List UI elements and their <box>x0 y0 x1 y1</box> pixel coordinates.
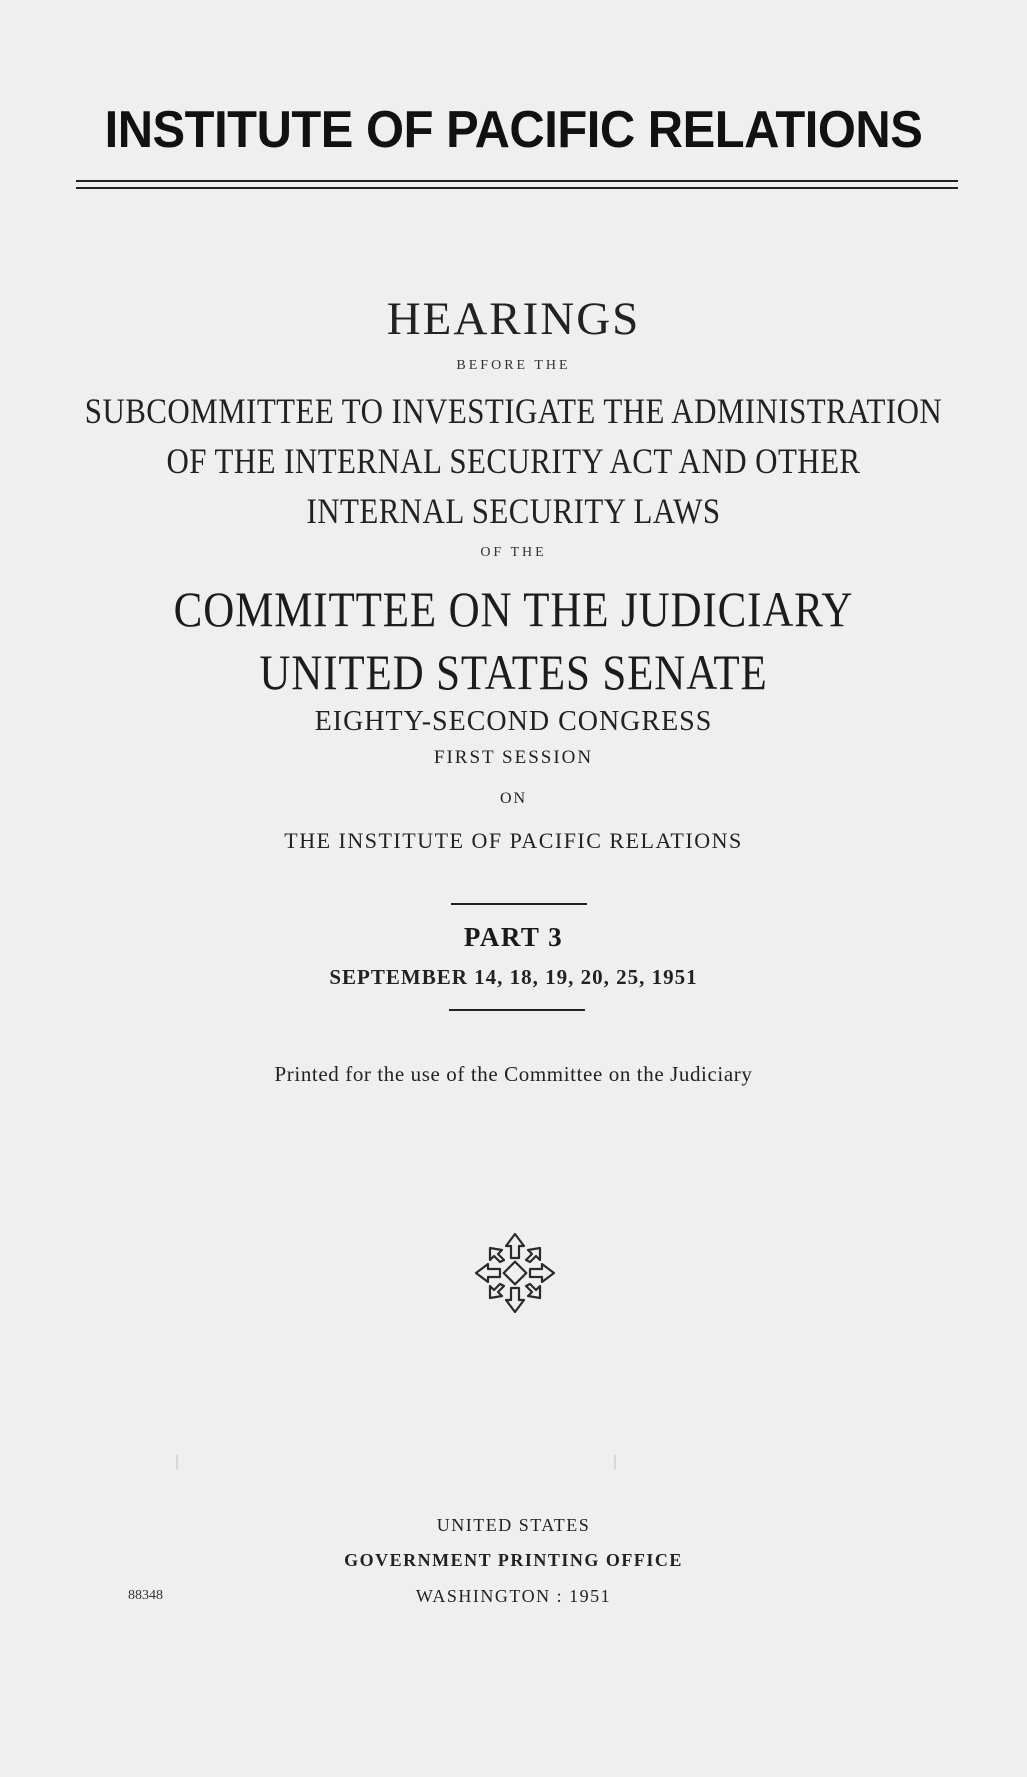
committee-line: UNITED STATES SENATE <box>259 644 768 700</box>
subcommittee-line: OF THE INTERNAL SECURITY ACT AND OTHER <box>166 441 861 481</box>
imprint-line: WASHINGTON : 1951 <box>415 1586 612 1606</box>
committee-line: COMMITTEE ON THE JUDICIARY <box>173 581 854 637</box>
hearing-subject: THE INSTITUTE OF PACIFIC RELATIONS <box>284 828 743 853</box>
part-bottom-rule <box>449 1009 585 1011</box>
job-number: 88348 <box>128 1588 163 1603</box>
printer-ornament-icon <box>470 1228 560 1318</box>
before-the-label: BEFORE THE <box>456 358 571 373</box>
document-title: INSTITUTE OF PACIFIC RELATIONS <box>104 101 923 159</box>
subcommittee-line: SUBCOMMITTEE TO INVESTIGATE THE ADMINISTRATION <box>84 391 943 431</box>
hearing-dates: SEPTEMBER 14, 18, 19, 20, 25, 1951 <box>329 965 698 989</box>
imprint-line: GOVERNMENT PRINTING OFFICE <box>344 1550 683 1570</box>
hearings-heading: HEARINGS <box>386 293 641 345</box>
scan-speck <box>176 1455 178 1469</box>
session-label: FIRST SESSION <box>433 747 594 768</box>
imprint-line: UNITED STATES <box>436 1515 591 1535</box>
part-label: PART 3 <box>463 922 564 952</box>
printed-for-note: Printed for the use of the Committee on the Judiciary <box>274 1062 753 1086</box>
title-double-rule <box>76 180 958 189</box>
scan-speck <box>614 1455 616 1469</box>
subcommittee-line: INTERNAL SECURITY LAWS <box>306 491 721 531</box>
on-label: ON <box>499 790 528 807</box>
congress-label: EIGHTY-SECOND CONGRESS <box>314 706 713 737</box>
of-the-label: OF THE <box>480 545 547 560</box>
part-top-rule <box>451 903 587 905</box>
